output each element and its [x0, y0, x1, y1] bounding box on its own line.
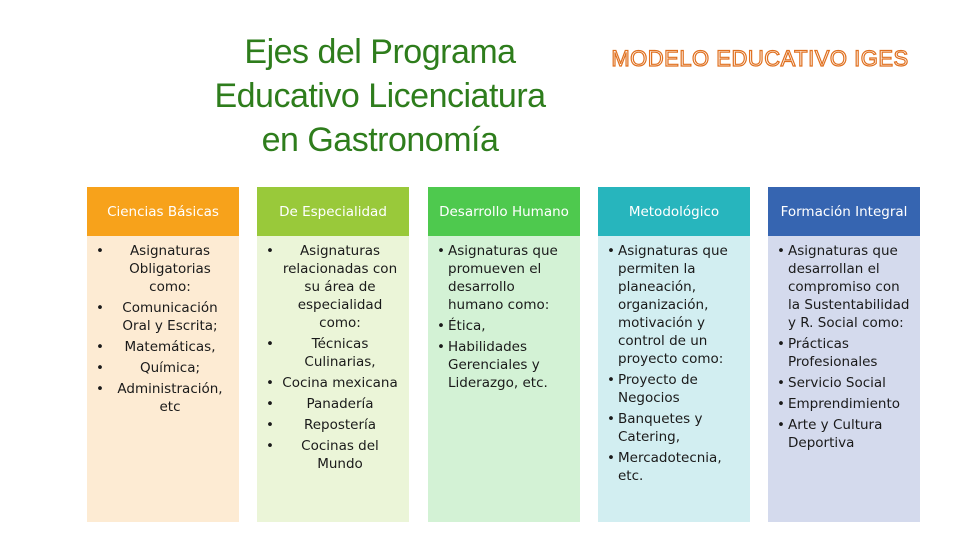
bullet-icon: •: [96, 243, 104, 259]
list-item: • Banquetes y Catering,: [607, 411, 703, 445]
column-header: Metodológico: [598, 187, 750, 236]
bullet-icon: •: [777, 375, 785, 391]
brand-heading: MODELO EDUCATIVO IGES: [611, 46, 909, 71]
bullet-icon: •: [437, 318, 445, 334]
bullet-icon: •: [96, 381, 104, 397]
column-body: [598, 236, 750, 522]
bullet-icon: •: [777, 243, 785, 259]
list-item: • Asignaturas relacionadas con su área de especialidad como:: [266, 243, 398, 331]
column-desarrollo-humano: [428, 187, 580, 522]
column-especialidad: [257, 187, 409, 522]
list-item: • Panadería: [266, 396, 374, 412]
list-item: • Servicio Social: [777, 375, 886, 391]
list-item: • Asignaturas que desarrollan el compromiso con la Sustentabilidad y R. Social como:: [777, 243, 910, 331]
column-metodologico: [598, 187, 750, 522]
list-item: • Asignaturas que permiten la planeación, organización, motivación y control de un proyecto como:: [607, 243, 728, 367]
column-header: Formación Integral: [768, 187, 920, 236]
bullet-icon: •: [437, 339, 445, 355]
list-item: • Cocinas del Mundo: [266, 438, 379, 472]
list-item: • Ética,: [437, 318, 486, 334]
title-line-2: Educativo Licenciatura: [214, 77, 546, 115]
bullet-icon: •: [266, 375, 274, 391]
bullet-icon: •: [607, 411, 615, 427]
bullet-icon: •: [607, 372, 615, 388]
column-body: [428, 236, 580, 522]
list-item: • Habilidades Gerenciales y Liderazgo, etc.: [437, 339, 548, 391]
list-item: • Administración, etc: [96, 381, 223, 415]
bullet-icon: •: [266, 243, 274, 259]
list-item: • Repostería: [266, 417, 377, 433]
bullet-icon: •: [96, 300, 104, 316]
list-item: • Proyecto de Negocios: [607, 372, 698, 406]
list-item: • Cocina mexicana: [266, 375, 398, 391]
bullet-icon: •: [266, 396, 274, 412]
list-item: • Técnicas Culinarias,: [266, 336, 376, 370]
list-item: • Arte y Cultura Deportiva: [777, 417, 883, 451]
list-item: • Comunicación Oral y Escrita;: [96, 300, 218, 334]
bullet-icon: •: [607, 450, 615, 466]
bullet-icon: •: [777, 417, 785, 433]
column-body: [257, 236, 409, 522]
bullet-icon: •: [266, 438, 274, 454]
list-item: • Emprendimiento: [777, 396, 901, 412]
list-item: • Química;: [96, 360, 201, 376]
list-item: • Prácticas Profesionales: [777, 336, 878, 370]
list-item: • Matemáticas,: [96, 339, 216, 355]
bullet-icon: •: [96, 360, 104, 376]
column-body: [768, 236, 920, 522]
list-item: • Asignaturas que promueven el desarrollo humano como:: [437, 243, 558, 313]
column-header: Ciencias Básicas: [87, 187, 239, 236]
column-formacion-integral: [768, 187, 920, 522]
title-line-1: Ejes del Programa: [244, 33, 516, 71]
title-line-3: en Gastronomía: [261, 121, 499, 159]
column-header: Desarrollo Humano: [428, 187, 580, 236]
bullet-icon: •: [777, 336, 785, 352]
bullet-icon: •: [96, 339, 104, 355]
list-item: • Asignaturas Obligatorias como:: [96, 243, 211, 295]
bullet-icon: •: [266, 417, 274, 433]
list-item: • Mercadotecnia, etc.: [607, 450, 722, 484]
page-title: [190, 30, 570, 162]
column-body: [87, 236, 239, 522]
bullet-icon: •: [266, 336, 274, 352]
bullet-icon: •: [437, 243, 445, 259]
column-ciencias-basicas: [87, 187, 239, 522]
bullet-icon: •: [607, 243, 615, 259]
column-header: De Especialidad: [257, 187, 409, 236]
bullet-icon: •: [777, 396, 785, 412]
